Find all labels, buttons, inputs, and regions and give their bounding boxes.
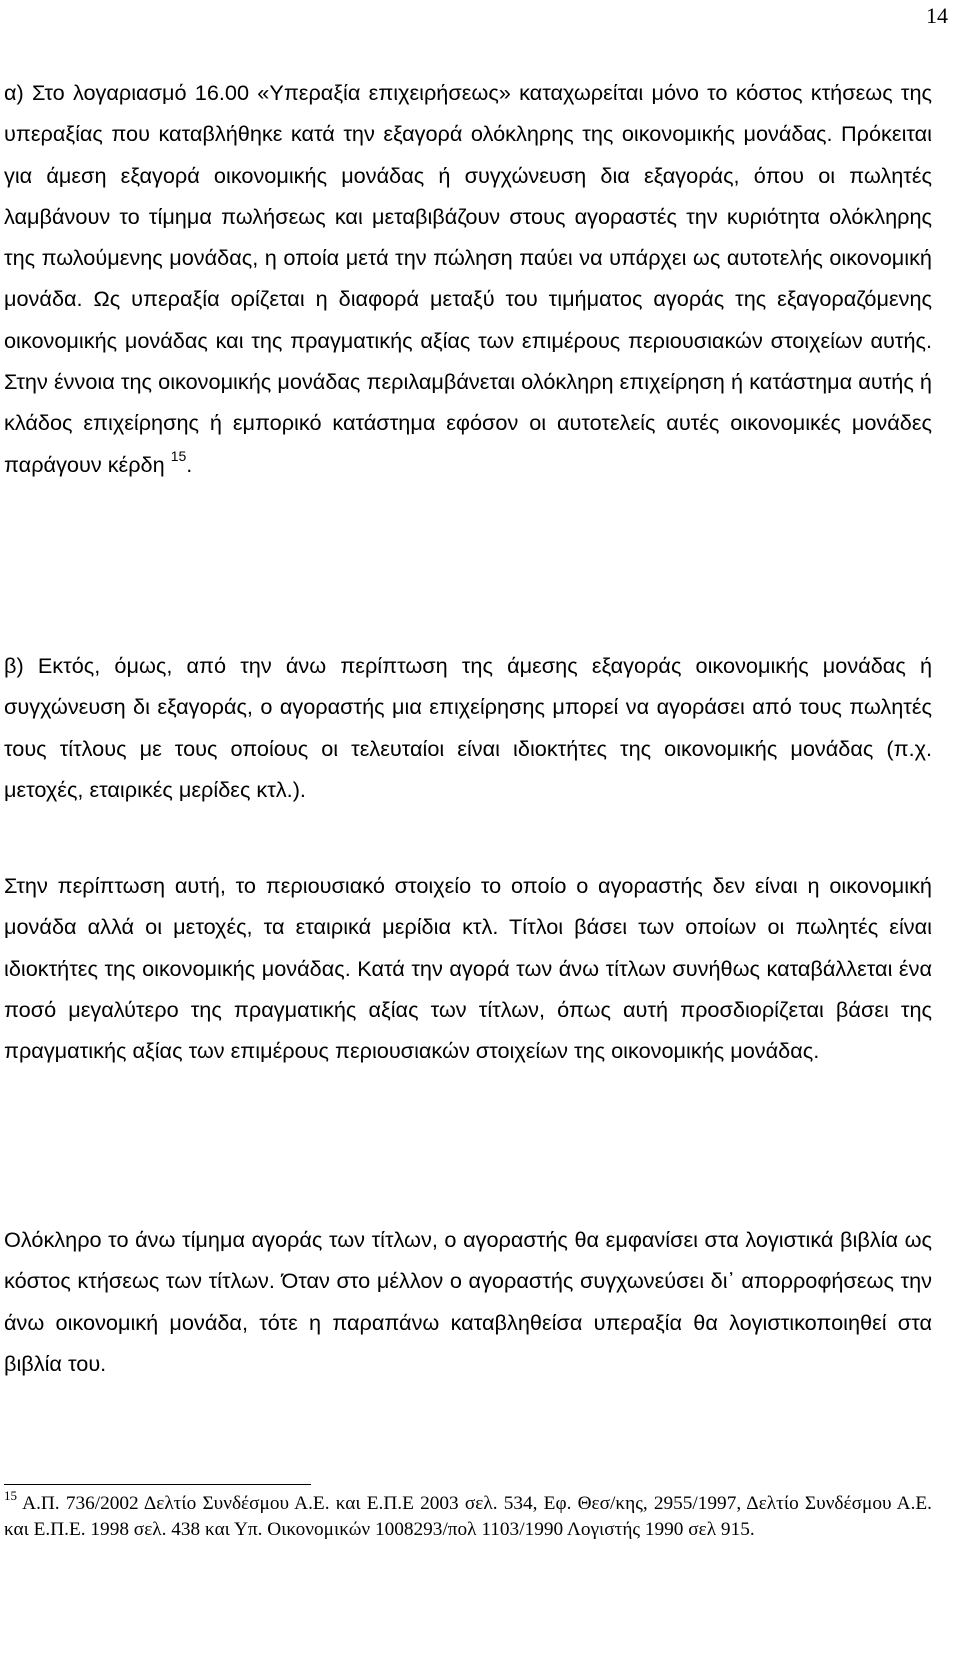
page-number: 14: [926, 3, 948, 28]
footnote-reference: 15: [170, 448, 187, 465]
footnote: [4, 1487, 932, 1543]
paragraph-a-end: .: [186, 451, 193, 477]
paragraph-a: [4, 72, 932, 485]
paragraph-b: β) Εκτός, όμως, από την άνω περίπτωση της άμεσης εξαγοράς οικονομικής μονάδας ή συγχώνευση δι εξαγοράς, ο αγοραστής μια επιχείρησης μπορεί να αγοράσει από τους πωλητές τους τίτλους με τους οποίους οι τελευταίοι είναι ιδιοκτήτες της οικονομικής μονάδας (π.χ. μετοχές, εταιρικές μερίδες κτλ.).: [4, 653, 932, 802]
paragraph-d: Ολόκληρο το άνω τίμημα αγοράς των τίτλων, ο αγοραστής θα εμφανίσει στα λογιστικά βιβλία ως κόστος κτήσεως των τίτλων. Όταν στο μέλλον ο αγοραστής συγχωνεύσει δι᾽ απορροφήσεως την άνω οικονομική μονάδα, τότε η παραπάνω καταβληθείσα υπεραξία θα λογιστικοποιηθεί στα βιβλία του.: [4, 1227, 932, 1376]
footnote-text: Α.Π. 736/2002 Δελτίο Συνδέσμου Α.Ε. και Ε.Π.Ε 2003 σελ. 534, Εφ. Θεσ/κης, 2955/1997, Δελτίο Συνδέσμου Α.Ε. και Ε.Π.Ε. 1998 σελ. 438 και Υπ. Οικονομικών 1008293/πολ 1103/1990 Λογιστής 1990 σελ 915.: [4, 1493, 932, 1540]
footnote-marker: 15: [4, 1487, 17, 1503]
paragraph-c: Στην περίπτωση αυτή, το περιουσιακό στοιχείο το οποίο ο αγοραστής δεν είναι η οικονομική μονάδα αλλά οι μετοχές, τα εταιρικά μερίδια κτλ. Τίτλοι βάσει των οποίων οι πωλητές είναι ιδιοκτήτες της οικονομικής μονάδας. Κατά την αγορά των άνω τίτλων συνήθως καταβάλλεται ένα ποσό μεγαλύτερο της πραγματικής αξίας των τίτλων, όπως αυτή προσδιορίζεται βάσει της πραγματικής αξίας των επιμέρους περιουσιακών στοιχείων της οικονομικής μονάδας.: [4, 873, 932, 1064]
paragraph-a-text: α) Στο λογαριασμό 16.00 «Υπεραξία επιχειρήσεως» καταχωρείται μόνο το κόστος κτήσεως της υπεραξίας που καταβλήθηκε κατά την εξαγορά ολόκληρης της οικονομικής μονάδας. Πρόκειται για άμεση εξαγορά οικονομικής μονάδας ή συγχώνευση δια εξαγοράς, όπου οι πωλητές λαμβάνουν το τίμημα πωλήσεως και μεταβιβάζουν στους αγοραστές την κυριότητα ολόκληρης της πωλούμενης μονάδας, η οποία μετά την πώληση παύει να υπάρχει ως αυτοτελής οικονομική μονάδα. Ως υπεραξία ορίζεται η διαφορά μεταξύ του τιμήματος αγοράς της εξαγοραζόμενης οικονομικής μονάδας και της πραγματικής αξίας των επιμέρους περιουσιακών στοιχείων αυτής. Στην έννοια της οικονομικής μονάδας περιλαμβάνεται ολόκληρη επιχείρηση ή κατάστημα αυτής ή κλάδος επιχείρησης ή εμπορικό κατάστημα εφόσον οι αυτοτελείς αυτές οικονομικές μονάδες παράγουν κέρδη: [4, 80, 932, 477]
footnote-separator: [4, 1484, 311, 1485]
